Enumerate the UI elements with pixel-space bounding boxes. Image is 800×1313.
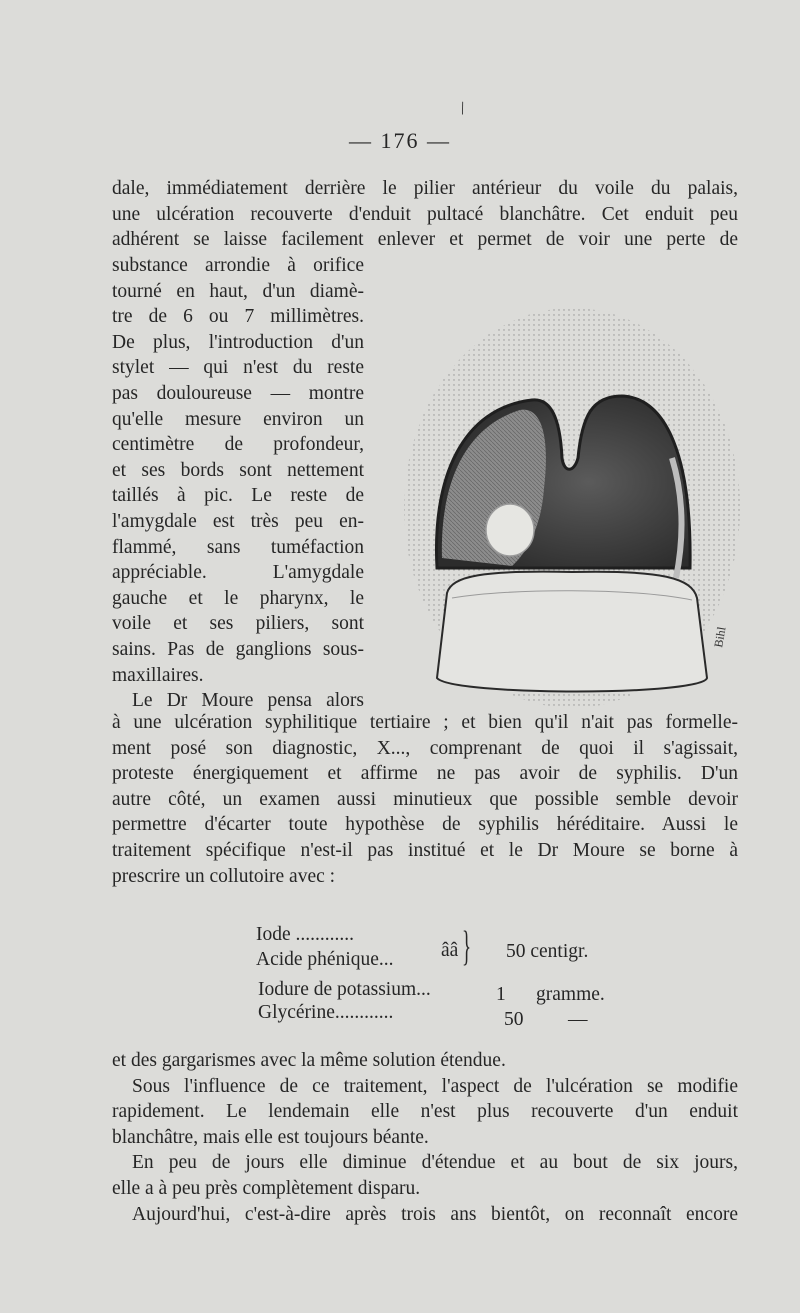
closing-paragraphs <box>112 1048 738 1227</box>
text-line: De plus, l'introduction d'un <box>112 331 364 353</box>
text-line: une ulcération recouverte d'enduit pultacé blanchâtre. Cet enduit peu <box>112 203 738 225</box>
text-line: proteste énergiquement et affirme ne pas avoir de syphilis. D'un <box>112 763 738 785</box>
ingredient-acide: Acide phénique... <box>256 949 394 970</box>
ingredient-glycerine: Glycérine............ <box>258 1002 394 1023</box>
text-line: et ses bords sont nettement <box>112 459 364 481</box>
text-line: appréciable. L'amygdale <box>112 562 364 584</box>
text-line: prescrire un collutoire avec : <box>112 865 336 887</box>
ana-mark: ââ <box>441 940 459 961</box>
text-line: voile et ses piliers, sont <box>112 613 364 635</box>
text-line: Le Dr Moure pensa alors <box>132 690 364 712</box>
stray-mark: \ <box>456 97 469 119</box>
text-line: ment posé son diagnostic, X..., comprenant de quoi il s'agissait, <box>112 737 738 759</box>
brace: } <box>462 924 472 970</box>
dose-glycerine-qty: 50 <box>504 1009 524 1030</box>
prescription-table <box>256 924 636 1034</box>
engraver-signature: Bihl <box>711 625 729 649</box>
text-line: rapidement. Le lendemain elle n'est plus recouverte d'un enduit <box>112 1101 738 1123</box>
text-line: adhérent se laisse facilement enlever et permet de voir une perte de <box>112 229 738 251</box>
continuation-paragraph <box>112 710 738 889</box>
text-line: traitement spécifique n'est-il pas institué et le Dr Moure se borne à <box>112 839 738 861</box>
text-line: sains. Pas de ganglions sous- <box>112 638 364 660</box>
text-line: gauche et le pharynx, le <box>112 587 364 609</box>
engraving-svg <box>392 298 742 708</box>
dose-shared: 50 centigr. <box>506 941 589 962</box>
text-line: qu'elle mesure environ un <box>112 408 364 430</box>
text-line: Aujourd'hui, c'est-à-dire après trois ans bientôt, on reconnaît encore <box>132 1203 738 1225</box>
text-line: pas douloureuse — montre <box>112 382 364 404</box>
ingredient-iode: Iode ............ <box>256 924 355 945</box>
text-line: autre côté, un examen aussi minutieux que possible semble devoir <box>112 788 738 810</box>
tongue <box>437 572 707 692</box>
text-line: et des gargarismes avec la même solution étendue. <box>112 1050 506 1071</box>
text-line: à une ulcération syphilitique tertiaire ; et bien qu'il n'ait pas formelle- <box>112 712 738 733</box>
text-line: substance arrondie à orifice <box>112 255 364 276</box>
dose-iodure-unit: gramme. <box>536 984 605 1005</box>
text-line: flammé, sans tuméfaction <box>112 536 364 558</box>
text-line: permettre d'écarter toute hypothèse de syphilis héréditaire. Aussi le <box>112 814 738 836</box>
dose-glycerine-unit: — <box>568 1009 588 1030</box>
text-line: centimètre de profondeur, <box>112 434 364 456</box>
page-number: — 176 — <box>349 128 451 153</box>
throat-illustration <box>392 298 742 708</box>
text-line: l'amygdale est très peu en- <box>112 510 364 532</box>
text-line: En peu de jours elle diminue d'étendue et au bout de six jours, <box>132 1152 738 1174</box>
text-line: maxillaires. <box>112 664 204 686</box>
text-line: elle a à peu près complètement disparu. <box>112 1177 421 1199</box>
text-line: blanchâtre, mais elle est toujours béante. <box>112 1126 429 1148</box>
text-line: Sous l'influence de ce traitement, l'aspect de l'ulcération se modifie <box>132 1075 738 1097</box>
text-line: tourné en haut, d'un diamè- <box>112 280 364 302</box>
dose-iodure-qty: 1 <box>496 984 506 1005</box>
text-line: stylet — qui n'est du reste <box>112 357 364 379</box>
text-line: dale, immédiatement derrière le pilier antérieur du voile du palais, <box>112 178 738 199</box>
text-line: taillés à pic. Le reste de <box>112 485 364 507</box>
text-line: tre de 6 ou 7 millimètres. <box>112 306 364 328</box>
top-paragraph <box>112 176 738 253</box>
narrow-column-paragraph <box>112 253 364 714</box>
ingredient-iodure: Iodure de potassium... <box>258 979 431 1000</box>
ulceration <box>486 504 534 556</box>
